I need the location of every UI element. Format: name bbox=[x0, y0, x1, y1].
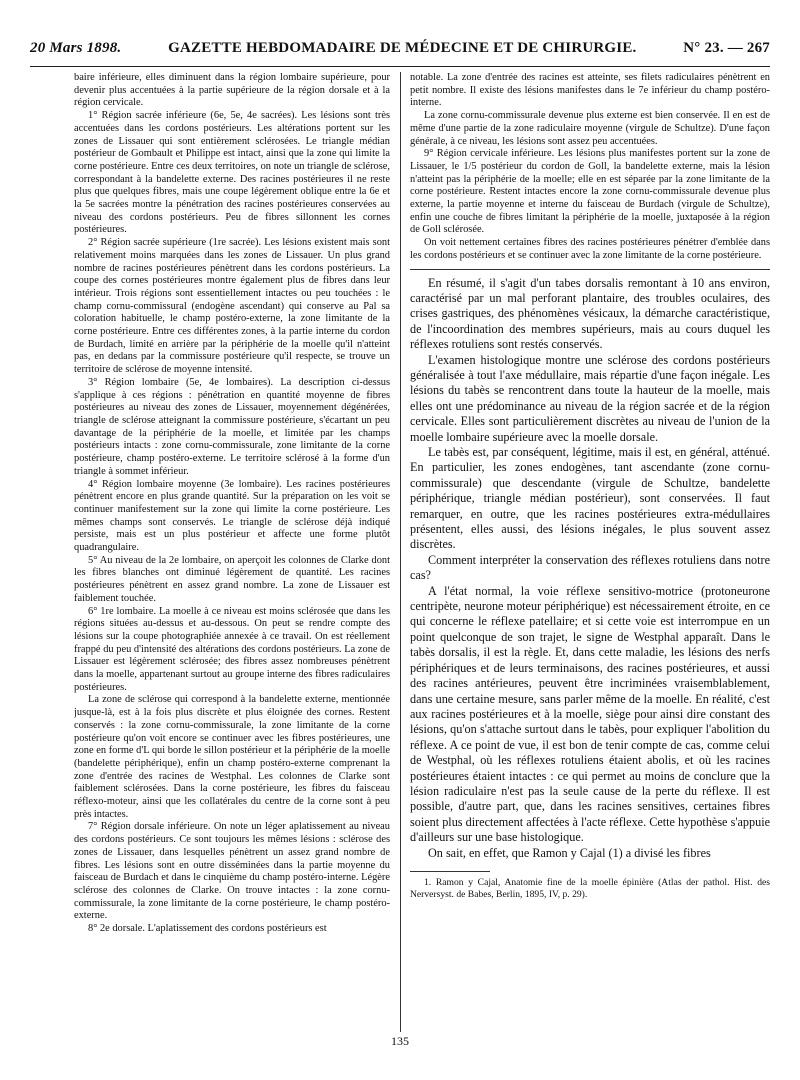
paragraph: 6° 1re lombaire. La moelle à ce niveau est moins sclérosée que dans les régions situées au-dessus et au-dessous. On peut se rendre compte des lésions sur la coupe photographiée annexée à ce travail. On est réellement frappé du peu d'intensité des altérations des cordons postérieurs. La zone de Lissauer est légèrement sclérosée; des fibres assez nombreuses pénètrent dans la moelle, appartenant surtout au groupe interne des fibres radiculaires postérieures. bbox=[74, 605, 390, 693]
page-header bbox=[30, 40, 770, 67]
case-notes bbox=[410, 72, 770, 263]
footnote-separator bbox=[410, 871, 490, 872]
section-separator bbox=[410, 269, 770, 270]
paragraph: notable. La zone d'entrée des racines est atteinte, ses filets radiculaires pénètrent en petit nombre. Il existe des lésions manifestes dans le 7e inférieur du champ postéro-interne. bbox=[410, 72, 770, 109]
paragraph: 5° Au niveau de la 2e lombaire, on aperçoit les colonnes de Clarke dont les fibres blanches ont diminué légèrement de quantité. Les racines postérieures pénètrent en assez grand nombre. La zone de Lissauer est faiblement touchée. bbox=[74, 554, 390, 604]
discussion bbox=[410, 276, 770, 861]
right-column bbox=[410, 72, 770, 1030]
footnote: 1. Ramon y Cajal, Anatomie fine de la moelle épinière (Atlas der pathol. Hist. des Nerversyst. de Babes, Berlin, 1895, IV, p. 29). bbox=[410, 876, 770, 900]
paragraph: La zone de sclérose qui correspond à la bandelette externe, mentionnée jusque-là, est à la fois plus discrète et plus éloignée des cornes. Restent conservés : la zone cornu-commissurale, la zone limitante de la corne postérieure qu'on voit encore se continuer avec les fibres postérieures, une zone en forme d'L qui borde le sillon postérieur et la périphérie de la moelle (bandelette périphérique), enfin un champ postéro-externe comprenant la zone d'entrée des racines de Westphal. Les colonnes de Clarke sont faiblement sclérosées. Dans la corne postérieure, les fibres du faisceau réflexo-moteur, ainsi que les collatérales du centre de la corne sont à peu près intactes. bbox=[74, 694, 390, 820]
paragraph: 9° Région cervicale inférieure. Les lésions plus manifestes portent sur la zone de Lissauer, le 1/5 postérieur du cordon de Goll, la bandelette externe, mais la lésion n'atteint pas la périphérie de la moelle; elle en est séparée par la zone limitante de la corne postérieure. Restent intactes encore la zone cornu-commissurale devenue plus externe, la partie moyenne et interne du faisceau de Burdach (virgule de Schultze), enfin une couche de fibres limitant la périphérie de la moelle, juxtaposée à la région de Goll sclérosée. bbox=[410, 148, 770, 236]
paragraph: 7° Région dorsale inférieure. On note un léger aplatissement au niveau des cordons postérieurs. Ce sont toujours les mêmes lésions : sclérose des zones de Lissauer, dans lesquelles pénètrent un assez grand nombre de fibres. Les lésions sont en outre disséminées dans la partie moyenne du faisceau de Burdach et dans le cinquième du champ postéro-interne. Légère sclérose des colonnes de Clarke. On trouve intactes : la zone cornu-commissurale, la zone limitante de la corne postérieure, le champ postéro-externe. bbox=[74, 821, 390, 922]
paragraph: On sait, en effet, que Ramon y Cajal (1) a divisé les fibres bbox=[428, 845, 711, 860]
paragraph: 3° Région lombaire (5e, 4e lombaires). La description ci-dessus s'applique à ces régions : pénétration en quantité moyenne de fibres postérieures au niveau des zones de Lissauer, moyennement dégénérées, triangle de sclérose atteignant la commissure postérieure, s'écartant un peu davantage de la périphérie de la moelle, et limitée par les champs postérieurs intacts : zone cornu-commissurale, zone limitante de la corne postérieure, champ postéro-externe. Le territoire sclérosé à la forme d'un triangle à sommet inférieur. bbox=[74, 376, 390, 477]
paragraph: A l'état normal, la voie réflexe sensitivo-motrice (protoneurone centripète, neurone moteur périphérique) est nécessairement étroite, en ce qui concerne le réflexe patellaire; et si cette voie est interrompue en un point quelconque de son trajet, le signe de Westphal apparaît. Dans le tabès dorsalis, il est la règle. Et, dans cette maladie, les lésions des nerfs périphériques et de leurs terminaisons, des racines postérieures, et aussi des racines antérieures, peuvent être incriminées vraisemblablement, dans une certaine mesure, sans parler même de la moelle. En réalité, c'est aux racines postérieures et à la moelle, siège pour ainsi dire constant des lésions, qu'on s'attache surtout dans le tabès, pour expliquer l'abolition du réflexe. A ce point de vue, il est bon de tenir compte de cas, comme celui de Westphal, où les réflexes rotuliens étaient abolis, et où les racines postérieures étaient intactes : ce qui permet au moins de conclure que la lésion radiculaire n'est pas la seule cause de la perte du réflexe. Il est possible, d'autre part, que, dans les racines sensitives, certaines fibres soient plus directement affectées à l'acte réflexe. Cette hypothèse s'appuie d'ailleurs sur une base histologique. bbox=[410, 583, 770, 845]
journal-title: GAZETTE HEBDOMADAIRE DE MÉDECINE ET DE CHIRURGIE. bbox=[168, 40, 637, 56]
page-number: 135 bbox=[391, 1034, 409, 1048]
paragraph: 4° Région lombaire moyenne (3e lombaire). Les racines postérieures pénètrent encore en plus grande quantité. Sur la préparation on les voit se continuer manifestement sur la zone qui limite la corne postérieure. Les mêmes champs sont conservés. Le triangle de sclérose déjà indiqué persiste, mais est un plus postérieur et affecte une forme plutôt quadrangulaire. bbox=[74, 478, 390, 554]
left-column bbox=[74, 72, 390, 1030]
paragraph: La zone cornu-commissurale devenue plus externe est bien conservée. Il en est de même d'une partie de la zone radiculaire moyenne (virgule de Schultze). D'une façon générale, à ce niveau, les lésions sont assez peu accentuées. bbox=[410, 110, 770, 147]
issue-page: N° 23. — 267 bbox=[683, 40, 770, 56]
paragraph: On voit nettement certaines fibres des racines postérieures pénétrer d'emblée dans les cordons postérieurs et se continuer avec la zone limitante de la corne postérieure. bbox=[410, 237, 770, 261]
paragraph: 1° Région sacrée inférieure (6e, 5e, 4e sacrées). Les lésions sont très accentuées dans les cordons postérieurs. Les altérations portent sur les zones de Lissauer qui sont entièrement sclérosées. Le triangle médian postérieur de Gombault et Philippe est intact, ainsi que la zone qui limite la corne postérieure. Entre ces deux territoires, on note un triangle de sclérose, correspondant à la bandelette externe. Des racines postérieures il ne reste plus que quelques fibres, mais une coupe légèrement oblique entre la 6e et la 5e sacrées montre la pénétration des racines postérieures conservées au niveau des cordons postérieurs. Peu de fibres sillonnent les cornes postérieures. bbox=[74, 110, 390, 236]
paragraph: 8° 2e dorsale. L'aplatissement des cordons postérieurs est bbox=[88, 923, 327, 935]
paragraph: baire inférieure, elles diminuent dans la région lombaire supérieure, pour devenir plus accentuées à la partie supérieure de la région dorsale et à la région cervicale. bbox=[74, 72, 390, 109]
paragraph: En résumé, il s'agit d'un tabes dorsalis remontant à 10 ans environ, caractérisé par un mal perforant plantaire, des troubles oculaires, des crises gastriques, des phénomènes vésicaux, la démarche caractéristique, de l'incoordination des membres supérieurs, mais au cours duquel les réflexes rotuliens sont restés conservés. bbox=[410, 275, 770, 352]
paragraph: 2° Région sacrée supérieure (1re sacrée). Les lésions existent mais sont relativement moins marquées dans les zones de Lissauer. Un plus grand nombre de racines postérieures pénètrent dans les cordons postérieurs. La coupe des cornes postérieures montre également plus de fibres dans leur intérieur. Trois régions sont essentiellement intactes ou peu touchées : le champ cornu-commissural (endogène ascendant) qui conserve au Pal sa coloration habituelle, le champ postéro-externe, la zone limitante de la corne postérieure. Entre ces différentes zones, à la partie interne du cordon de Burdach, limité en arrière par la périphérie de la moelle qu'il n'atteint pas, en dedans par la commissure postérieure qu'il respecte, se trouve un territoire de sclérose de moyenne intensité. bbox=[74, 237, 390, 376]
column-divider bbox=[400, 72, 401, 1032]
paragraph: L'examen histologique montre une sclérose des cordons postérieurs généralisée à tout l'axe médullaire, mais répartie d'une façon inégale. Les lésions du tabès se rencontrent dans toute la hauteur de la moelle, mais elles ont une prédominance au niveau de la région sacrée et de la région cervicale. Elles sont particulièrement discrètes au niveau de l'union de la moelle lombaire supérieure avec la moelle dorsale. bbox=[410, 352, 770, 444]
paragraph: Comment interpréter la conservation des réflexes rotuliens dans notre cas? bbox=[410, 552, 770, 583]
header-date: 20 Mars 1898. bbox=[30, 40, 122, 56]
paragraph: Le tabès est, par conséquent, légitime, mais il est, en général, atténué. En particulier, les zones endogènes, tant ascendante (zone cornu-commissurale) que descendante (virgule de Schultze, bandelette périphérique, triangle médian postérieur), sont conservées. Il faut remarquer, en outre, que les racines postérieures extra-médullaires présentent, elles aussi, des lésions inégales, le plus souvent assez discrètes. bbox=[410, 445, 770, 552]
